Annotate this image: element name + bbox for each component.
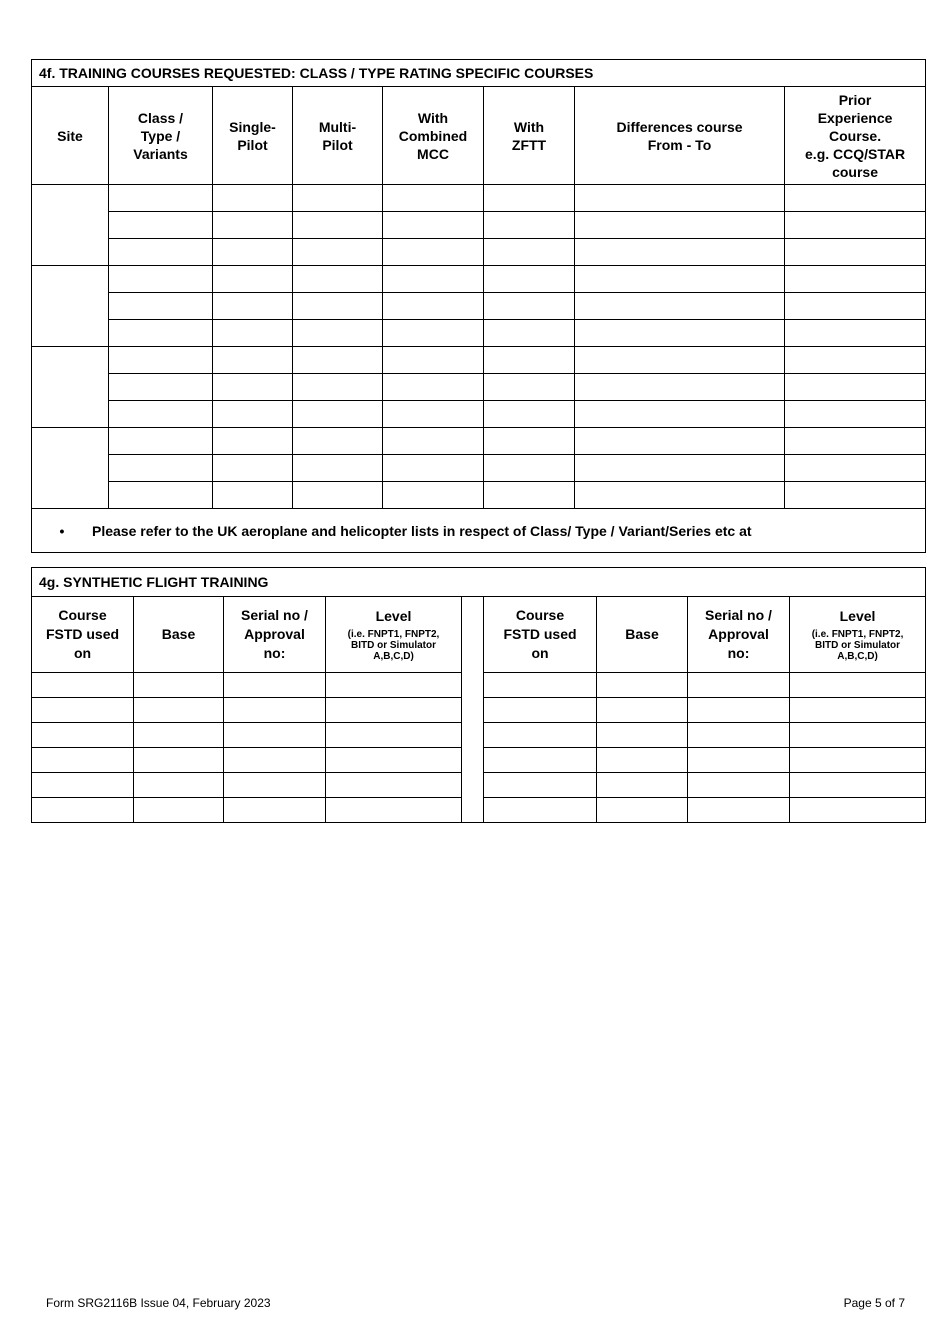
class-type-field[interactable]: [109, 185, 213, 212]
table-row: [32, 374, 926, 401]
single-pilot-field[interactable]: [213, 374, 293, 401]
level-field[interactable]: [790, 723, 926, 748]
course-fstd-field[interactable]: [32, 698, 134, 723]
table-row: [32, 723, 926, 748]
multi-pilot-field[interactable]: [293, 185, 383, 212]
multi-pilot-field[interactable]: [293, 239, 383, 266]
base-field[interactable]: [597, 673, 688, 698]
header-multi-pilot: Multi- Pilot: [293, 87, 383, 185]
mcc-field[interactable]: [383, 455, 484, 482]
table-row: [32, 455, 926, 482]
training-courses-table: [31, 59, 926, 553]
class-type-field[interactable]: [109, 239, 213, 266]
course-fstd-field[interactable]: [32, 773, 134, 798]
base-field[interactable]: [134, 748, 224, 773]
mcc-field[interactable]: [383, 212, 484, 239]
prior-experience-field[interactable]: [785, 428, 926, 455]
table-row: [32, 266, 926, 293]
column-gap: [462, 597, 484, 673]
serial-approval-field[interactable]: [688, 798, 790, 823]
multi-pilot-field[interactable]: [293, 482, 383, 509]
class-type-field[interactable]: [109, 374, 213, 401]
course-fstd-field[interactable]: [32, 673, 134, 698]
mcc-field[interactable]: [383, 266, 484, 293]
class-type-field[interactable]: [109, 455, 213, 482]
table-row: [32, 401, 926, 428]
course-fstd-field[interactable]: [484, 773, 597, 798]
zftt-field[interactable]: [484, 185, 575, 212]
zftt-field[interactable]: [484, 374, 575, 401]
prior-experience-field[interactable]: [785, 482, 926, 509]
zftt-field[interactable]: [484, 266, 575, 293]
column-gap: [462, 773, 484, 798]
header-level: Level (i.e. FNPT1, FNPT2, BITD or Simulator A,B,C,D): [790, 597, 926, 673]
serial-approval-field[interactable]: [224, 698, 326, 723]
base-field[interactable]: [134, 698, 224, 723]
class-type-field[interactable]: [109, 212, 213, 239]
single-pilot-field[interactable]: [213, 320, 293, 347]
column-gap: [462, 673, 484, 698]
mcc-field[interactable]: [383, 401, 484, 428]
prior-experience-field[interactable]: [785, 320, 926, 347]
level-field[interactable]: [790, 773, 926, 798]
table-row: [32, 347, 926, 374]
multi-pilot-field[interactable]: [293, 212, 383, 239]
table-row: [32, 773, 926, 798]
differences-field[interactable]: [575, 455, 785, 482]
prior-experience-field[interactable]: [785, 266, 926, 293]
serial-approval-field[interactable]: [224, 798, 326, 823]
zftt-field[interactable]: [484, 401, 575, 428]
header-with-zftt: With ZFTT: [484, 87, 575, 185]
table-row: [32, 482, 926, 509]
mcc-field[interactable]: [383, 374, 484, 401]
mcc-field[interactable]: [383, 320, 484, 347]
prior-experience-field[interactable]: [785, 347, 926, 374]
column-gap: [462, 748, 484, 773]
multi-pilot-field[interactable]: [293, 347, 383, 374]
header-with-combined-mcc: With Combined MCC: [383, 87, 484, 185]
zftt-field[interactable]: [484, 482, 575, 509]
page-number: Page 5 of 7: [843, 1296, 905, 1310]
table-row: [32, 239, 926, 266]
prior-experience-field[interactable]: [785, 455, 926, 482]
serial-approval-field[interactable]: [224, 748, 326, 773]
serial-approval-field[interactable]: [688, 723, 790, 748]
table-row: [32, 293, 926, 320]
single-pilot-field[interactable]: [213, 266, 293, 293]
single-pilot-field[interactable]: [213, 428, 293, 455]
multi-pilot-field[interactable]: [293, 455, 383, 482]
class-type-field[interactable]: [109, 320, 213, 347]
course-fstd-field[interactable]: [484, 798, 597, 823]
section-4f-title: 4f. TRAINING COURSES REQUESTED: CLASS / TYPE RATING SPECIFIC COURSES: [32, 60, 926, 87]
serial-approval-field[interactable]: [688, 673, 790, 698]
zftt-field[interactable]: [484, 320, 575, 347]
base-field[interactable]: [134, 798, 224, 823]
prior-experience-field[interactable]: [785, 239, 926, 266]
multi-pilot-field[interactable]: [293, 293, 383, 320]
differences-field[interactable]: [575, 374, 785, 401]
base-field[interactable]: [597, 798, 688, 823]
form-id: Form SRG2116B Issue 04, February 2023: [46, 1296, 271, 1310]
single-pilot-field[interactable]: [213, 401, 293, 428]
header-base: Base: [597, 597, 688, 673]
mcc-field[interactable]: [383, 428, 484, 455]
multi-pilot-field[interactable]: [293, 320, 383, 347]
differences-field[interactable]: [575, 401, 785, 428]
level-field[interactable]: [326, 748, 462, 773]
prior-experience-field[interactable]: [785, 374, 926, 401]
level-field[interactable]: [326, 698, 462, 723]
course-fstd-field[interactable]: [484, 723, 597, 748]
level-field[interactable]: [790, 698, 926, 723]
section-4g-title: 4g. SYNTHETIC FLIGHT TRAINING: [32, 568, 926, 597]
header-serial-approval: Serial no / Approval no:: [688, 597, 790, 673]
column-gap: [462, 698, 484, 723]
site-field[interactable]: [32, 428, 109, 509]
table-row: [32, 212, 926, 239]
differences-field[interactable]: [575, 185, 785, 212]
level-field[interactable]: [326, 773, 462, 798]
differences-field[interactable]: [575, 482, 785, 509]
site-field[interactable]: [32, 347, 109, 428]
table-row: [32, 320, 926, 347]
differences-field[interactable]: [575, 266, 785, 293]
differences-field[interactable]: [575, 212, 785, 239]
table-row: [32, 428, 926, 455]
base-field[interactable]: [597, 723, 688, 748]
mcc-field[interactable]: [383, 293, 484, 320]
prior-experience-field[interactable]: [785, 212, 926, 239]
differences-field[interactable]: [575, 293, 785, 320]
class-type-field[interactable]: [109, 401, 213, 428]
header-level: Level (i.e. FNPT1, FNPT2, BITD or Simulator A,B,C,D): [326, 597, 462, 673]
base-field[interactable]: [134, 723, 224, 748]
prior-experience-field[interactable]: [785, 185, 926, 212]
differences-field[interactable]: [575, 320, 785, 347]
multi-pilot-field[interactable]: [293, 374, 383, 401]
mcc-field[interactable]: [383, 185, 484, 212]
level-field[interactable]: [326, 798, 462, 823]
prior-experience-field[interactable]: [785, 293, 926, 320]
zftt-field[interactable]: [484, 239, 575, 266]
single-pilot-field[interactable]: [213, 482, 293, 509]
table-row: [32, 748, 926, 773]
header-serial-approval: Serial no / Approval no:: [224, 597, 326, 673]
prior-experience-field[interactable]: [785, 401, 926, 428]
base-field[interactable]: [597, 698, 688, 723]
base-field[interactable]: [134, 673, 224, 698]
zftt-field[interactable]: [484, 347, 575, 374]
mcc-field[interactable]: [383, 347, 484, 374]
zftt-field[interactable]: [484, 455, 575, 482]
differences-field[interactable]: [575, 428, 785, 455]
level-field[interactable]: [790, 748, 926, 773]
level-field[interactable]: [326, 673, 462, 698]
zftt-field[interactable]: [484, 293, 575, 320]
multi-pilot-field[interactable]: [293, 401, 383, 428]
mcc-field[interactable]: [383, 239, 484, 266]
serial-approval-field[interactable]: [224, 773, 326, 798]
serial-approval-field[interactable]: [688, 748, 790, 773]
header-prior-experience: Prior Experience Course. e.g. CCQ/STAR course: [785, 87, 926, 185]
base-field[interactable]: [134, 773, 224, 798]
serial-approval-field[interactable]: [688, 773, 790, 798]
header-single-pilot: Single- Pilot: [213, 87, 293, 185]
reference-note-text: Please refer to the UK aeroplane and helicopter lists in respect of Class/ Type / Variant/Series etc at: [92, 522, 752, 539]
class-type-field[interactable]: [109, 293, 213, 320]
single-pilot-field[interactable]: [213, 347, 293, 374]
base-field[interactable]: [597, 773, 688, 798]
class-type-field[interactable]: [109, 482, 213, 509]
level-field[interactable]: [326, 723, 462, 748]
column-gap: [462, 723, 484, 748]
site-field[interactable]: [32, 266, 109, 347]
header-course-fstd: Course FSTD used on: [32, 597, 134, 673]
site-field[interactable]: [32, 185, 109, 266]
serial-approval-field[interactable]: [224, 723, 326, 748]
single-pilot-field[interactable]: [213, 185, 293, 212]
table-row: [32, 673, 926, 698]
differences-field[interactable]: [575, 239, 785, 266]
level-field[interactable]: [790, 673, 926, 698]
column-gap: [462, 798, 484, 823]
header-differences-course: Differences course From - To: [575, 87, 785, 185]
class-type-field[interactable]: [109, 266, 213, 293]
bullet-icon: •: [59, 522, 65, 539]
single-pilot-field[interactable]: [213, 239, 293, 266]
differences-field[interactable]: [575, 347, 785, 374]
multi-pilot-field[interactable]: [293, 428, 383, 455]
table-row: [32, 185, 926, 212]
course-fstd-field[interactable]: [484, 748, 597, 773]
single-pilot-field[interactable]: [213, 212, 293, 239]
zftt-field[interactable]: [484, 212, 575, 239]
single-pilot-field[interactable]: [213, 293, 293, 320]
table-row: [32, 798, 926, 823]
course-fstd-field[interactable]: [484, 698, 597, 723]
mcc-field[interactable]: [383, 482, 484, 509]
course-fstd-field[interactable]: [484, 673, 597, 698]
serial-approval-field[interactable]: [688, 698, 790, 723]
course-fstd-field[interactable]: [32, 798, 134, 823]
reference-note: [32, 509, 926, 553]
level-field[interactable]: [790, 798, 926, 823]
header-site: Site: [32, 87, 109, 185]
multi-pilot-field[interactable]: [293, 266, 383, 293]
header-base: Base: [134, 597, 224, 673]
serial-approval-field[interactable]: [224, 673, 326, 698]
class-type-field[interactable]: [109, 347, 213, 374]
course-fstd-field[interactable]: [32, 723, 134, 748]
zftt-field[interactable]: [484, 428, 575, 455]
header-course-fstd: Course FSTD used on: [484, 597, 597, 673]
single-pilot-field[interactable]: [213, 455, 293, 482]
base-field[interactable]: [597, 748, 688, 773]
header-class-type-variants: Class / Type / Variants: [109, 87, 213, 185]
synthetic-flight-training-table: [31, 567, 926, 823]
course-fstd-field[interactable]: [32, 748, 134, 773]
class-type-field[interactable]: [109, 428, 213, 455]
table-row: [32, 698, 926, 723]
